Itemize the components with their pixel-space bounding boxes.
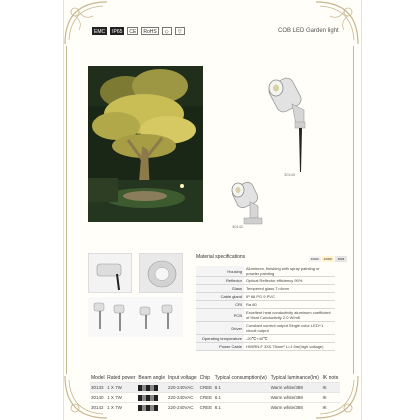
column-header: Chip bbox=[199, 374, 210, 381]
luminance-cell: Warm white/388 bbox=[270, 383, 322, 393]
spec-key: Reflector bbox=[196, 277, 244, 285]
corner-ornament-top-left bbox=[63, 0, 109, 46]
consumption-cell: 8.1 bbox=[214, 383, 270, 393]
chip-cell: CREE bbox=[199, 383, 214, 393]
spec-row bbox=[196, 343, 335, 351]
specs-title: Material specifications bbox=[196, 254, 246, 260]
spec-value: IP 68 PG 9 PVC bbox=[244, 293, 335, 301]
model-cell: 30142 bbox=[90, 403, 106, 413]
spec-value: -20℃+40℃ bbox=[244, 335, 335, 343]
spec-value: Tempered glass T=4mm bbox=[244, 285, 335, 293]
voltage-cell: 220-240VAC bbox=[167, 403, 199, 413]
cert-emc-icon: EMC bbox=[94, 29, 106, 35]
cert-f-mark-icon: ▽ bbox=[175, 27, 185, 35]
spec-key: CRI bbox=[196, 301, 244, 309]
spec-value: Excellent heat conductivity aluminum coefficient of Heat Conductivity 2.0 W/mK bbox=[244, 309, 335, 322]
ik-cell: IK bbox=[322, 383, 340, 393]
cert-ip65-icon: IP65 bbox=[112, 29, 123, 35]
spec-row bbox=[196, 335, 335, 343]
luminance-cell: Warm white/388 bbox=[270, 393, 322, 403]
page-title: COB LED Garden light bbox=[278, 28, 339, 34]
color-swatch-4000k: 4000K bbox=[323, 257, 333, 261]
chip-cell: CREE bbox=[199, 393, 214, 403]
column-header: Rated power bbox=[107, 374, 136, 381]
garden-photo bbox=[88, 66, 203, 222]
luminance-cell: Warm white/388 bbox=[270, 403, 322, 413]
cert-class-icon: ◇ bbox=[162, 27, 172, 35]
certification-marks bbox=[92, 27, 185, 35]
table-row bbox=[90, 393, 340, 403]
voltage-cell: 220-240VAC bbox=[167, 383, 199, 393]
column-header: Model bbox=[91, 374, 105, 381]
cert-ce-icon: CE bbox=[129, 29, 137, 35]
spec-value: Ra 80 bbox=[244, 301, 335, 309]
spec-value: Constant current output Single color LED+1 circuit output bbox=[244, 322, 335, 335]
models-header-row bbox=[90, 373, 340, 383]
spec-row bbox=[196, 301, 335, 309]
spec-key: Glass bbox=[196, 285, 244, 293]
column-header: IK note bbox=[322, 374, 339, 381]
spec-row bbox=[196, 309, 335, 322]
ik-cell: IK bbox=[322, 393, 340, 403]
spec-key: Housing bbox=[196, 266, 244, 277]
spec-value: H05RN-F 3X0.75mm² L=1.0m(high voltage) bbox=[244, 343, 335, 351]
detail-thumb-angles bbox=[88, 297, 183, 337]
color-swatch-3000k: 3000K bbox=[310, 257, 320, 261]
model-cell: 30133 bbox=[90, 383, 106, 393]
model-cell: 30140 bbox=[90, 393, 106, 403]
table-row bbox=[90, 403, 340, 413]
product-code-30142: 30142 bbox=[232, 224, 244, 229]
spec-row bbox=[196, 322, 335, 335]
spec-key: Driver bbox=[196, 322, 244, 335]
color-swatch-rgb: RGB bbox=[335, 256, 347, 262]
product-code-30140: 30140 bbox=[284, 172, 296, 177]
power-cell: 1 X 7W bbox=[106, 403, 137, 413]
voltage-cell: 220-240VAC bbox=[167, 393, 199, 403]
column-header: Beam angle bbox=[138, 374, 166, 381]
consumption-cell: 8.1 bbox=[214, 393, 270, 403]
chip-cell: CREE bbox=[199, 403, 214, 413]
product-image-30140 bbox=[262, 72, 318, 176]
beam-angle-icon bbox=[137, 393, 167, 403]
spec-row bbox=[196, 285, 335, 293]
column-header: Typical luminance(lm) bbox=[270, 374, 319, 381]
spec-key: Power Cable bbox=[196, 343, 244, 351]
beam-angle-icon bbox=[137, 383, 167, 393]
product-image-30142 bbox=[228, 178, 268, 228]
column-header: Input voltage bbox=[168, 374, 197, 381]
spec-row bbox=[196, 266, 335, 277]
models-table bbox=[90, 373, 340, 412]
border-line-right bbox=[353, 46, 354, 374]
detail-thumb-side bbox=[88, 253, 132, 293]
column-header: Typical consumption(w) bbox=[214, 374, 267, 381]
power-cell: 1 X 7W bbox=[106, 383, 137, 393]
power-cell: 1 X 7W bbox=[106, 393, 137, 403]
corner-ornament-top-right bbox=[314, 0, 360, 46]
spec-key: PCB bbox=[196, 309, 244, 322]
spec-key: Operating temperature bbox=[196, 335, 244, 343]
table-row bbox=[90, 383, 340, 393]
border-line-left bbox=[66, 46, 67, 374]
spec-key: Cable gland bbox=[196, 293, 244, 301]
specs-table bbox=[196, 266, 335, 351]
spec-value: Optical Reflector efficiency 90% bbox=[244, 277, 335, 285]
spec-row bbox=[196, 277, 335, 285]
cert-rohs-icon: RoHS bbox=[143, 29, 157, 35]
spec-row bbox=[196, 293, 335, 301]
detail-thumb-lens bbox=[139, 253, 183, 293]
ik-cell: IK bbox=[322, 403, 340, 413]
beam-angle-icon bbox=[137, 403, 167, 413]
spec-value: Aluminum, finishing with spray painting or powder painting bbox=[244, 266, 335, 277]
consumption-cell: 8.1 bbox=[214, 403, 270, 413]
